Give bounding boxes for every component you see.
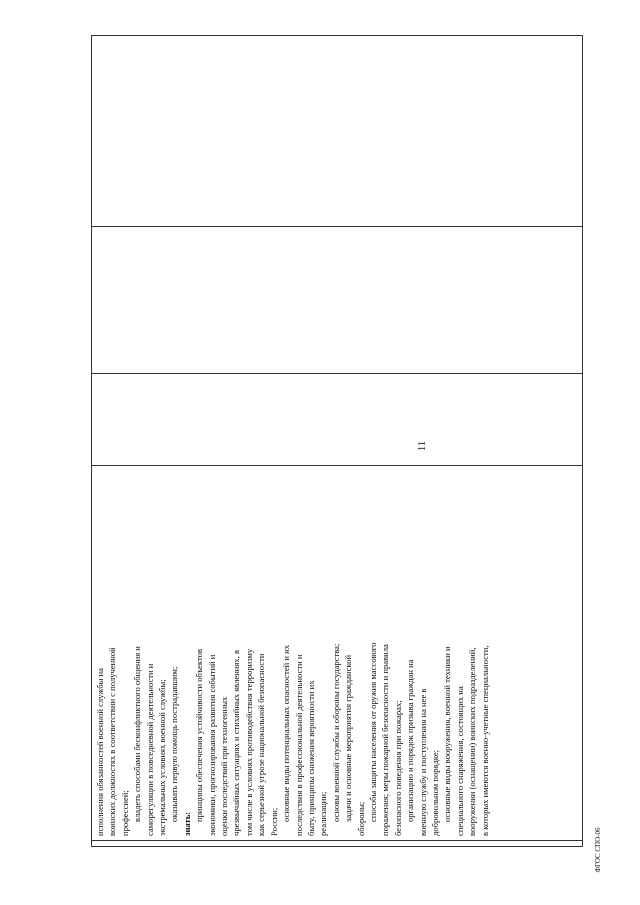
requirement-line: военную службу и поступления на нее в [417,688,428,836]
requirement-line: знать: [181,811,192,836]
requirement-line: основы военной службы и обороны государства; [330,643,341,822]
requirement-line: владеть способами бесконфликтного общения и [132,646,143,822]
requirement-line: оказывать первую помощь пострадавшим; [169,666,180,822]
table-col-requirements [92,465,583,840]
requirement-line: поражения; меры пожарной безопасности и правила [380,644,391,836]
competency-table [91,35,583,847]
requirement-line: чрезвычайных ситуациях и стихийных явлениях, в [231,650,242,836]
requirement-line: задачи и основные мероприятия гражданской [343,654,354,822]
table-col-index-discipline [92,35,583,226]
requirement-line: экономики, прогнозирования развития событий и [206,654,217,836]
requirement-line: экстремальных условиях военной службы; [157,679,168,836]
requirement-line: оценки последствий при техногенных [219,696,230,836]
table-col-index [92,840,583,846]
table-col-hours-max [92,373,583,466]
requirement-line: том числе в условиях противодействия терроризму [243,648,254,836]
requirement-line: способы защиты населения от оружия массового [367,642,378,822]
requirement-line: основные виды потенциальных опасностей и их [281,644,292,822]
footer-code: ФГОС СПО-06 [594,827,602,873]
requirement-line: профессией; [119,790,130,836]
rotated-table-frame [91,35,583,847]
requirement-line: реализации; [318,791,329,836]
requirement-line: специального снаряжения, состоящих на [454,686,465,836]
requirement-line: добровольном порядке; [429,749,440,836]
requirement-line: в которых имеются военно-учетные специальности, [479,645,490,836]
requirement-line: саморегуляции в повседневной деятельности и [144,663,155,836]
requirement-line: вооружении (оснащении) воинских подразделений, [467,647,478,836]
requirement-line: быту, принципы снижения вероятности их [305,680,316,836]
requirement-line: принципы обеспечения устойчивости объектов [194,648,205,822]
requirement-line: воинских должностях в соответствии с полученной [107,647,118,836]
requirement-line: основные виды вооружения, военной техники и [442,646,453,822]
page-number: 11 [416,440,428,452]
requirement-line: исполнения обязанностей военной службы на [95,668,105,836]
requirement-line: безопасного поведения при пожарах; [392,700,403,836]
requirement-line: как серьезной угрозе национальной безопасности [256,653,267,836]
table-col-hours-required [92,226,583,373]
requirement-line: последствия в профессиональной деятельности и [293,654,304,836]
requirement-line: обороны; [355,801,366,836]
requirement-line: организацию и порядок призыва граждан на [405,659,416,822]
requirement-line: России; [268,807,279,836]
